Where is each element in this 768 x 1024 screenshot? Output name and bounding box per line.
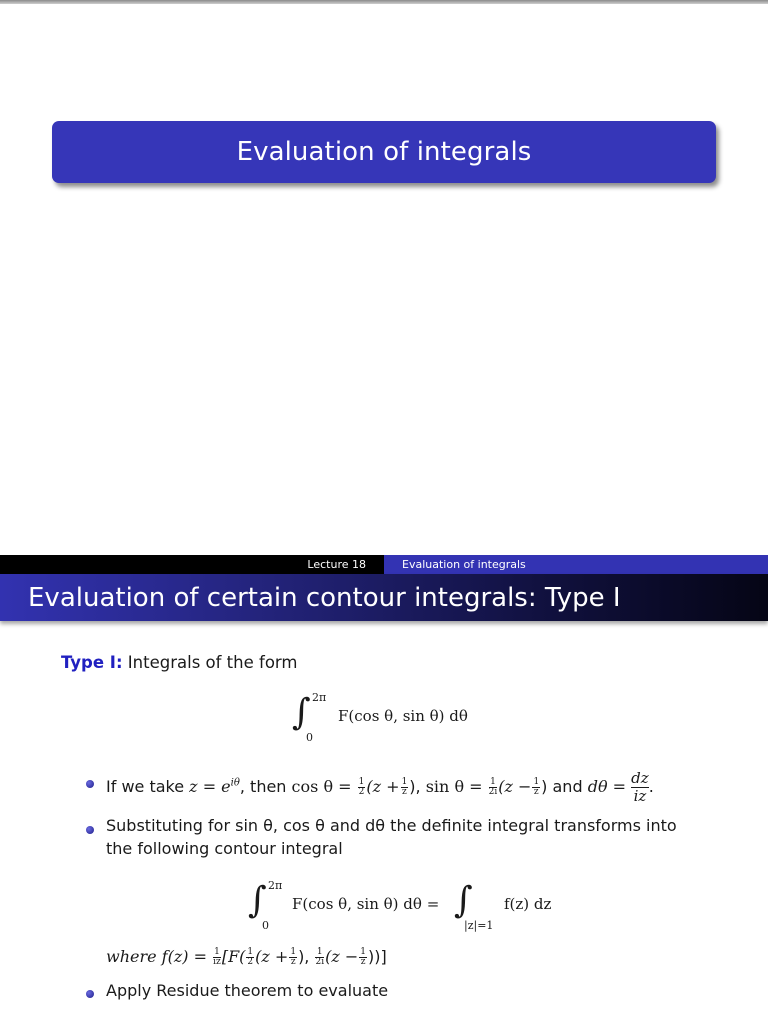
period: . xyxy=(648,777,654,796)
frame-title-bar xyxy=(0,574,768,621)
math-close: ), xyxy=(409,777,421,796)
frac-den: z xyxy=(360,957,366,967)
lower-limit: 0 xyxy=(262,919,269,932)
frac-half xyxy=(358,778,366,797)
math-zplus: (z + xyxy=(255,947,289,966)
where-definition xyxy=(106,947,387,967)
frac-num: 1 xyxy=(360,947,366,957)
contour-label: |z|=1 xyxy=(464,919,494,932)
math-cos-eq: cos θ = xyxy=(291,777,352,796)
frac-den: z xyxy=(290,957,296,967)
nav-lecture[interactable]: Lecture 18 xyxy=(0,555,384,574)
frac-num: 1 xyxy=(247,947,254,957)
bullet-text: Apply Residue theorem to evaluate xyxy=(106,981,389,1000)
text-if: If we take xyxy=(106,777,185,796)
frac-one-z xyxy=(401,778,409,797)
frac-den: 2 xyxy=(358,787,365,797)
type-label: Type I: xyxy=(61,653,123,672)
top-border xyxy=(0,0,768,4)
bullet-dot xyxy=(86,780,94,788)
math-zplus: (z + xyxy=(366,777,400,796)
text-and: ) and xyxy=(541,777,583,796)
bullet-line-1: Substituting for sin θ, cos θ and dθ the definite integral transforms into xyxy=(106,816,677,835)
bullet-line-2: the following contour integral xyxy=(106,839,343,858)
where-prefix: where f(z) = xyxy=(106,947,207,966)
bullet-text xyxy=(106,770,654,805)
lower-limit: 0 xyxy=(306,731,313,744)
upper-limit: 2π xyxy=(312,691,327,704)
math-zminus: (z − xyxy=(325,947,359,966)
frac-one-iz xyxy=(213,948,221,967)
math-z-eq: z = e xyxy=(189,777,231,796)
frac-den: iz xyxy=(633,787,647,805)
math-exp: iθ xyxy=(230,777,240,789)
slide-title-box xyxy=(52,121,716,183)
frac-den: 2i xyxy=(488,787,498,797)
frac-one-2i xyxy=(315,948,324,967)
nav-section[interactable]: Evaluation of integrals xyxy=(384,555,768,574)
intro-line xyxy=(61,653,297,672)
slide-content xyxy=(0,621,768,1024)
frame-title: Evaluation of certain contour integrals: Type I xyxy=(28,582,621,613)
left-integrand: F(cos θ, sin θ) dθ = xyxy=(292,895,440,913)
upper-limit: 2π xyxy=(268,879,283,892)
math-bracket-open: [F( xyxy=(221,947,246,966)
frac-den: 2i xyxy=(315,957,325,967)
math-zminus: (z − xyxy=(498,777,532,796)
contour-integral-sign: ∫ xyxy=(454,880,473,921)
frac-one-z-2 xyxy=(532,778,540,797)
slide-2 xyxy=(0,555,768,1024)
bullet-dot xyxy=(86,826,94,834)
frac-one-2i xyxy=(489,778,498,797)
frac-half xyxy=(246,948,254,967)
frac-num: 1 xyxy=(490,777,496,787)
frac-num: dz xyxy=(631,769,649,787)
frac-den: z xyxy=(533,787,539,797)
frac-dz-iz xyxy=(631,770,649,805)
integral-contour-equation xyxy=(248,879,608,939)
beamer-navbar xyxy=(0,555,768,574)
math-close: ))] xyxy=(368,947,387,966)
intro-text: Integrals of the form xyxy=(127,653,298,672)
right-integrand: f(z) dz xyxy=(504,895,552,913)
frac-den: iz xyxy=(213,957,221,967)
frac-num: 1 xyxy=(401,777,408,787)
frac-num: 1 xyxy=(214,947,220,957)
frac-one-z-2 xyxy=(359,948,367,967)
frac-den: 2 xyxy=(247,957,254,967)
frac-one-z xyxy=(289,948,297,967)
math-dtheta-eq: dθ = xyxy=(587,777,627,796)
math-mid: ), xyxy=(298,947,310,966)
math-sin-eq: sin θ = xyxy=(425,777,483,796)
frac-num: 1 xyxy=(316,947,323,957)
integrand: F(cos θ, sin θ) dθ xyxy=(338,707,468,725)
integral-sign: ∫ xyxy=(248,880,267,921)
frac-den: z xyxy=(402,787,407,797)
frac-num: 1 xyxy=(358,777,365,787)
text-then: , then xyxy=(239,777,287,796)
frac-num: 1 xyxy=(533,777,540,787)
integral-sign: ∫ xyxy=(292,692,311,733)
bullet-dot xyxy=(86,990,94,998)
slide-title: Evaluation of integrals xyxy=(236,137,532,167)
frac-num: 1 xyxy=(290,947,297,957)
